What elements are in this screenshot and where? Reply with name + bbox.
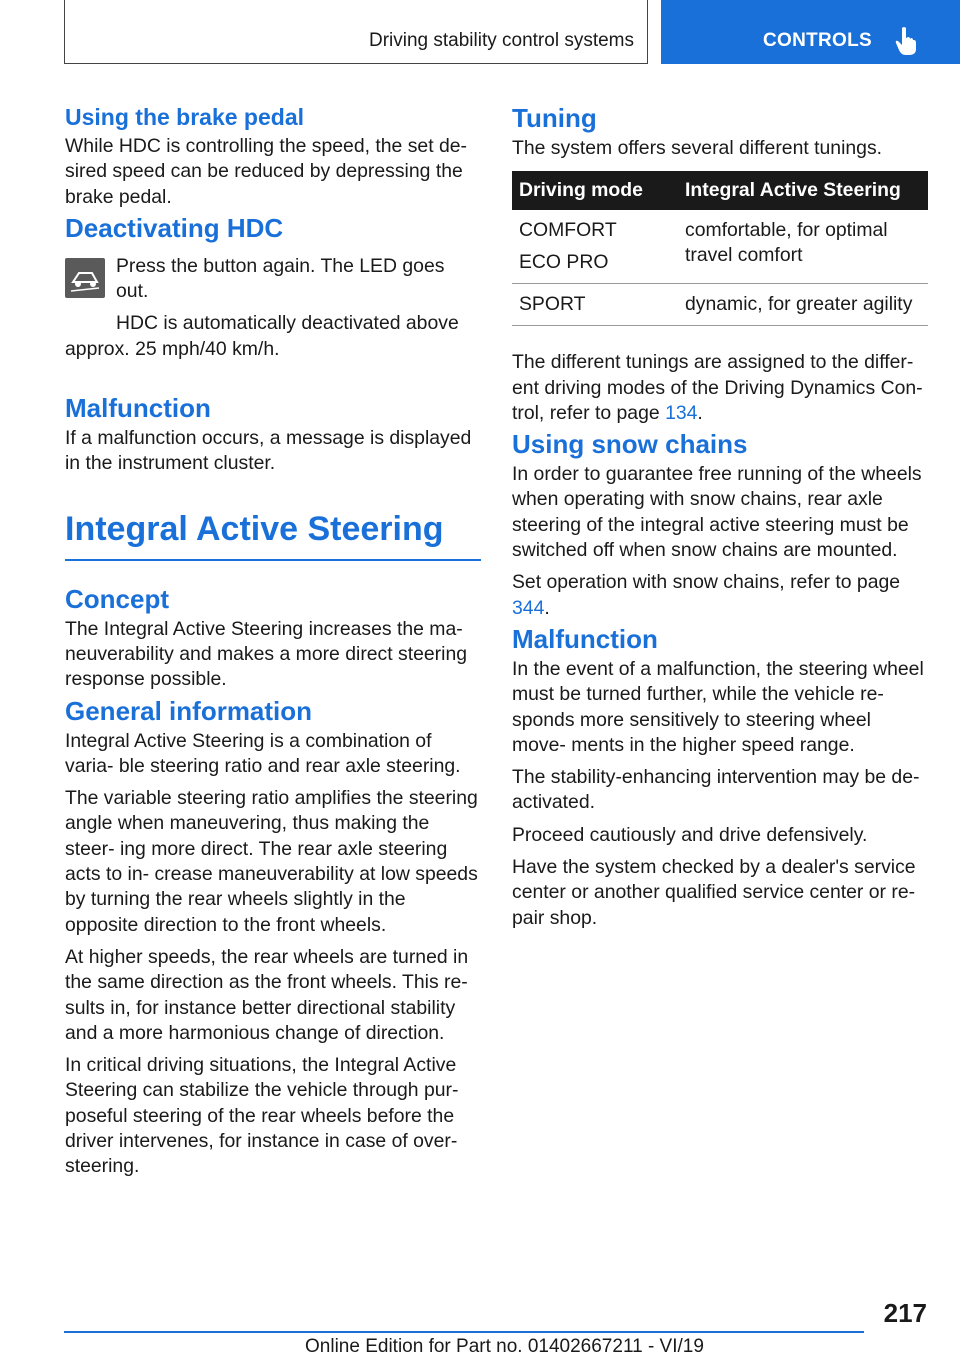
deactivate-hdc-text: Press the button again. The LED goes out. — [116, 254, 445, 303]
page-link-134[interactable]: 134 — [665, 401, 698, 424]
tuning-table — [512, 171, 928, 326]
chapter-title-block — [65, 507, 481, 561]
general-info-paragraph: The variable steering ratio amplifies the steering angle when maneuvering, thus making the steer- ing more direct. The rear axle steering acts to in- crease maneuverability at low speeds by turning the rear wheels slightly in the opposite direction to the front wheels. — [65, 787, 478, 936]
snow-ref-text: Set operation with snow chains, refer to page — [512, 571, 901, 594]
hdc-malfunction-text: If a malfunction occurs, a message is displayed in the instrument cluster. — [65, 427, 472, 475]
header-chapter-label: CONTROLS — [763, 30, 873, 51]
tuning-heading: Tuning — [512, 103, 597, 133]
right-column — [512, 100, 928, 931]
general-info-heading: General information — [65, 695, 313, 726]
snow-chains-text: In order to guarantee free running of the wheels when operating with snow chains, rear axle steering of the integral active steering must be switched off when snow chains are mounted. — [512, 463, 922, 562]
table-cell-desc: dynamic, for greater agility — [678, 284, 928, 326]
table-cell-desc: comfortable, for optimal travel comfort — [678, 210, 928, 284]
hdc-button-icon — [65, 258, 105, 298]
general-info-paragraph: In critical driving situations, the Integral Active Steering can stabilize the vehicle through pur- poseful steering of the rear wheels before the driver intervenes, for instance in case of over- steering. — [65, 1054, 459, 1178]
tuning-intro: The system offers several different tunings. — [512, 137, 883, 159]
malfunction-paragraph: Have the system checked by a dealer's service center or another qualified service center or re- pair shop. — [512, 856, 916, 929]
brake-pedal-heading: Using the brake pedal — [65, 104, 305, 130]
hdc-auto-deactivate-text: HDC is automatically deactivated above — [116, 312, 459, 335]
header-chapter-tab[interactable] — [661, 0, 960, 64]
general-info-paragraph: At higher speeds, the rear wheels are turned in the same direction as the front wheels. This re- sults in, for instance better directional stability and a more harmonious change of direction. — [65, 945, 469, 1044]
hdc-malfunction-heading: Malfunction — [65, 393, 211, 424]
concept-text: The Integral Active Steering increases the ma- neuverability and makes a more direct steering response possible. — [65, 617, 468, 691]
page-link-344[interactable]: 344 — [512, 596, 545, 619]
table-header-row — [512, 171, 928, 210]
malfunction-paragraph: The stability-enhancing intervention may be de- activated. — [512, 766, 920, 814]
deactivating-hdc-heading: Deactivating HDC — [65, 212, 284, 243]
hdc-button-instruction — [65, 254, 481, 337]
table-cell-mode — [512, 210, 678, 284]
page-number: 217 — [883, 1298, 927, 1328]
hdc-speed-text: approx. 25 mph/40 km/h. — [65, 337, 280, 360]
header-section-title: Driving stability control systems — [368, 30, 634, 51]
table-cell-mode: SPORT — [512, 284, 678, 326]
table-row — [512, 284, 928, 326]
mode-eco-pro: ECO PRO — [519, 251, 609, 274]
footer-edition: Online Edition for Part no. 01402667211 - VI/19 — [305, 1336, 704, 1357]
concept-heading: Concept — [65, 583, 169, 614]
steering-malfunction-heading: Malfunction — [512, 623, 658, 654]
general-info-paragraph: Integral Active Steering is a combination of varia- ble steering ratio and rear axle steering. — [65, 729, 461, 777]
snow-chains-heading: Using snow chains — [512, 429, 748, 460]
brake-pedal-text: While HDC is controlling the speed, the set de- sired speed can be reduced by depressing the brake pedal. — [65, 135, 468, 208]
table-row — [512, 210, 928, 284]
tuning-note: The different tunings are assigned to the differ- ent driving modes of the Driving Dynamics Con- trol, refer to page 134. — [512, 351, 923, 424]
malfunction-paragraph: Proceed cautiously and drive defensively. — [512, 823, 868, 846]
footer-divider — [64, 1331, 864, 1333]
mode-comfort: COMFORT — [519, 219, 617, 242]
chapter-title: Integral Active Steering — [65, 509, 444, 548]
snow-chains-ref: Set operation with snow chains, refer to page 344. — [512, 571, 901, 619]
pointing-hand-icon — [895, 26, 917, 56]
tuning-note-text: The different tunings are assigned to the differ- ent driving modes of the Driving Dynamics Con- trol, refer to page — [512, 351, 923, 424]
header-section-box — [64, 0, 648, 64]
table-header-cell: Integral Active Steering — [678, 171, 928, 210]
malfunction-paragraph: In the event of a malfunction, the steering wheel must be turned further, while the vehicle re- sponds more sensitively to steering wheel move- ments in the higher speed range. — [512, 657, 924, 756]
left-column — [65, 100, 481, 1180]
table-header-cell: Driving mode — [512, 171, 678, 210]
